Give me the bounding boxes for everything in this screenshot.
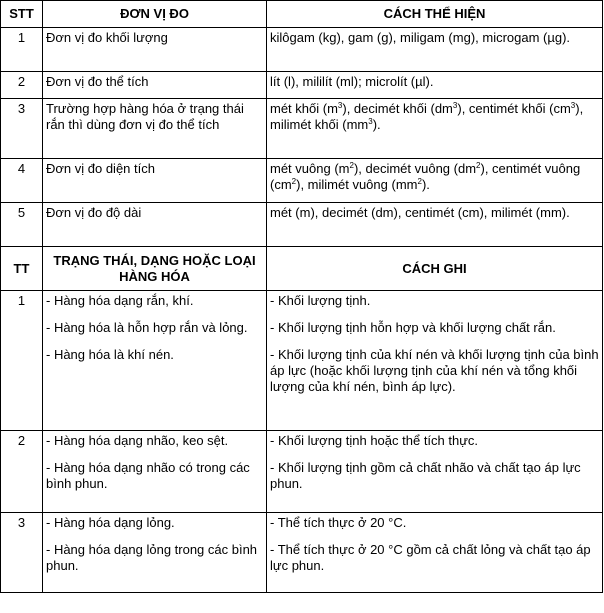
- method-line: - Khối lượng tịnh hoặc thể tích thực.: [270, 433, 479, 448]
- state-line: - Hàng hóa dạng nhão có trong các bình phun.: [46, 460, 250, 491]
- row-stt: 1: [1, 28, 43, 72]
- table1-header-stt: STT: [1, 1, 43, 28]
- group-methods: [267, 513, 603, 593]
- state-line: - Hàng hóa dạng nhão, keo sệt.: [46, 433, 229, 448]
- group-methods: [267, 291, 603, 431]
- method-line: - Khối lượng tịnh của khí nén và khối lượng tịnh của bình áp lực (hoặc khối lượng tịnh của khí nén và tổng khối lượng của khí nén, bình áp lực).: [270, 347, 599, 394]
- table-row: [1, 513, 603, 593]
- row-display: kilôgam (kg), gam (g), miligam (mg), microgam (µg).: [267, 28, 603, 72]
- table2-header-row: [1, 247, 603, 291]
- row-unit: Trường hợp hàng hóa ở trạng thái rắn thì dùng đơn vị đo thể tích: [43, 99, 267, 159]
- row-unit: Đơn vị đo diện tích: [43, 159, 267, 203]
- row-display: mét vuông $(m^2)$, decimét vuông $(dm^2)$, centimét vuông $(cm^2)$, milimét vuông $(mm^2)$.: [267, 159, 603, 203]
- row-stt: 4: [1, 159, 43, 203]
- method-line: - Khối lượng tịnh hỗn hợp và khối lượng chất rắn.: [270, 320, 556, 335]
- state-line: - Hàng hóa dạng rắn, khí.: [46, 293, 194, 308]
- state-line: - Hàng hóa là khí nén.: [46, 347, 174, 362]
- row-stt: 2: [1, 72, 43, 99]
- table-row: [1, 72, 603, 99]
- table2-header-tt: TT: [1, 247, 43, 291]
- group-states: [43, 291, 267, 431]
- group-tt: 3: [1, 513, 43, 593]
- row-unit: Đơn vị đo khối lượng: [43, 28, 267, 72]
- method-line: - Khối lượng tịnh gồm cả chất nhão và chất tạo áp lực phun.: [270, 460, 581, 491]
- group-methods: [267, 431, 603, 513]
- table2-header-method: CÁCH GHI: [267, 247, 603, 291]
- row-unit: Đơn vị đo độ dài: [43, 203, 267, 247]
- state-line: - Hàng hóa dạng lỏng.: [46, 515, 175, 530]
- table-row: [1, 291, 603, 431]
- row-display: mét khối $(m^3)$, decimét khối $(dm^3)$, centimét khối $(cm^3)$, milimét khối $(mm^3)$.: [267, 99, 603, 159]
- method-line: - Thể tích thực ở 20 °C gồm cả chất lỏng và chất tạo áp lực phun.: [270, 542, 591, 573]
- group-tt: 2: [1, 431, 43, 513]
- state-line: - Hàng hóa dạng lỏng trong các bình phun.: [46, 542, 258, 573]
- row-stt: 5: [1, 203, 43, 247]
- row-display: lít (l), mililít (ml); microlít (µl).: [267, 72, 603, 99]
- table-row: [1, 28, 603, 72]
- group-tt: 1: [1, 291, 43, 431]
- table-row: [1, 203, 603, 247]
- table-row: [1, 431, 603, 513]
- table-row: [1, 159, 603, 203]
- table1-header-row: [1, 1, 603, 28]
- state-line: - Hàng hóa là hỗn hợp rắn và lỏng.: [46, 320, 248, 335]
- row-display: mét (m), decimét (dm), centimét (cm), milimét (mm).: [267, 203, 603, 247]
- group-states: [43, 431, 267, 513]
- group-states: [43, 513, 267, 593]
- method-line: - Thể tích thực ở 20 °C.: [270, 515, 407, 530]
- row-unit: Đơn vị đo thể tích: [43, 72, 267, 99]
- table1-header-unit: ĐƠN VỊ ĐO: [43, 1, 267, 28]
- table2-header-state: TRẠNG THÁI, DẠNG HOẶC LOẠI HÀNG HÓA: [43, 247, 267, 291]
- row-stt: 3: [1, 99, 43, 159]
- method-line: - Khối lượng tịnh.: [270, 293, 371, 308]
- table-row: [1, 99, 603, 159]
- table1-header-display: CÁCH THỂ HIỆN: [267, 1, 603, 28]
